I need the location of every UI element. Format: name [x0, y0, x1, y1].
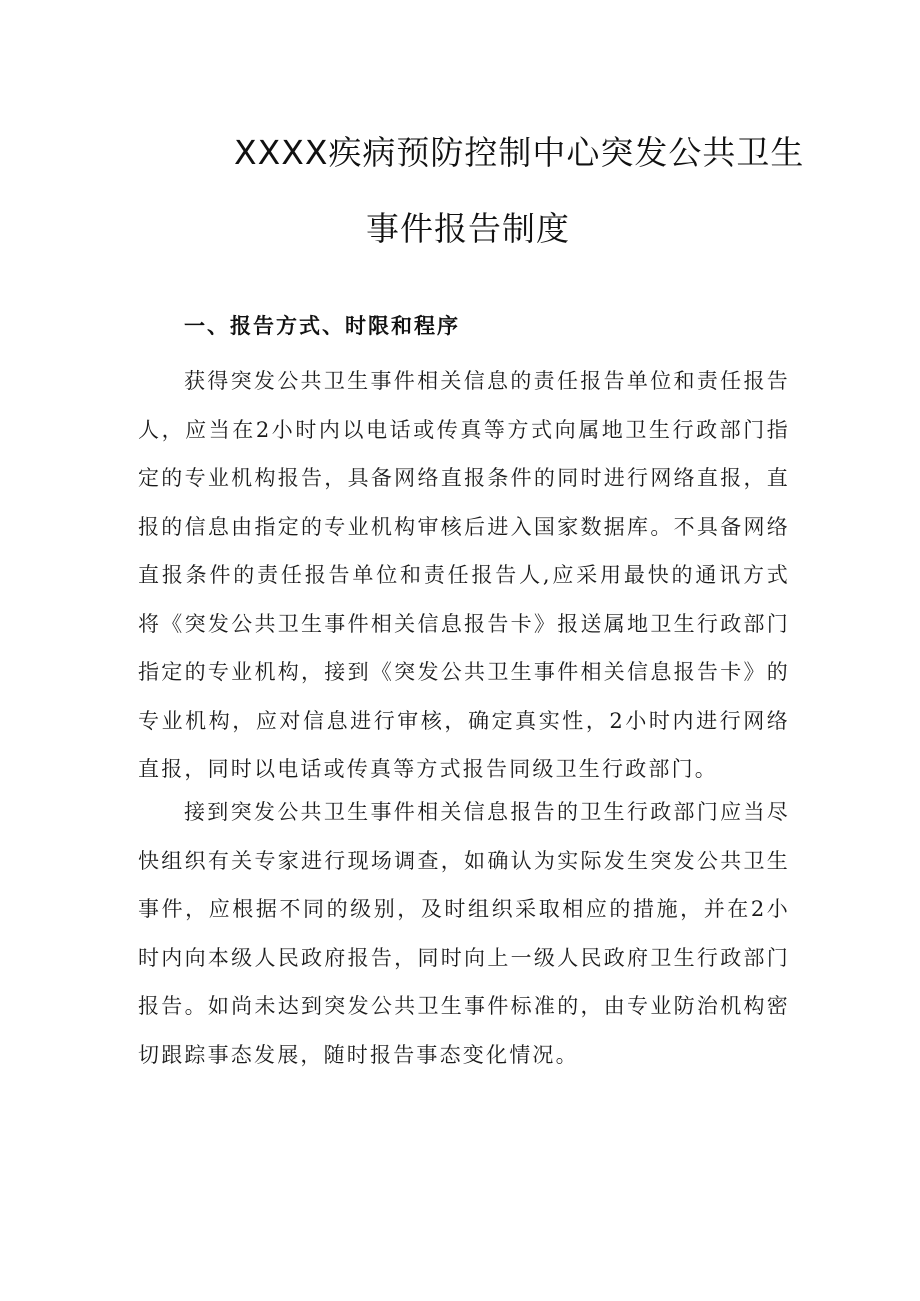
document-title-line-2: 事件报告制度	[366, 209, 570, 248]
section-heading: 一、报告方式、时限和程序	[184, 314, 460, 338]
document-title-line-1: XXXX疾病预防控制中心突发公共卫生	[234, 133, 805, 172]
paragraph-2: 接到突发公共卫生事件相关信息报告的卫生行政部门应当尽快组织有关专家进行现场调查，如确认为实际发生突发公共卫生事件，应根据不同的级别，及时组织采取相应的措施，并在2小时内向本级人民政府报告，同时向上一级人民政府卫生行政部门报告。如尚未达到突发公共卫生事件标准的，由专业防治机构密切跟踪事态发展，随时报告事态变化情况。	[138, 800, 790, 1067]
paragraph-1: 获得突发公共卫生事件相关信息的责任报告单位和责任报告人，应当在2小时内以电话或传真等方式向属地卫生行政部门指定的专业机构报告，具备网络直报条件的同时进行网络直报，直报的信息由指定的专业机构审核后进入国家数据库。不具备网络直报条件的责任报告单位和责任报告人,应采用最快的通讯方式将《突发公共卫生事件相关信息报告卡》报送属地卫生行政部门指定的专业机构，接到《突发公共卫生事件相关信息报告卡》的专业机构，应对信息进行审核，确定真实性，2小时内进行网络直报，同时以电话或传真等方式报告同级卫生行政部门。	[138, 369, 790, 781]
